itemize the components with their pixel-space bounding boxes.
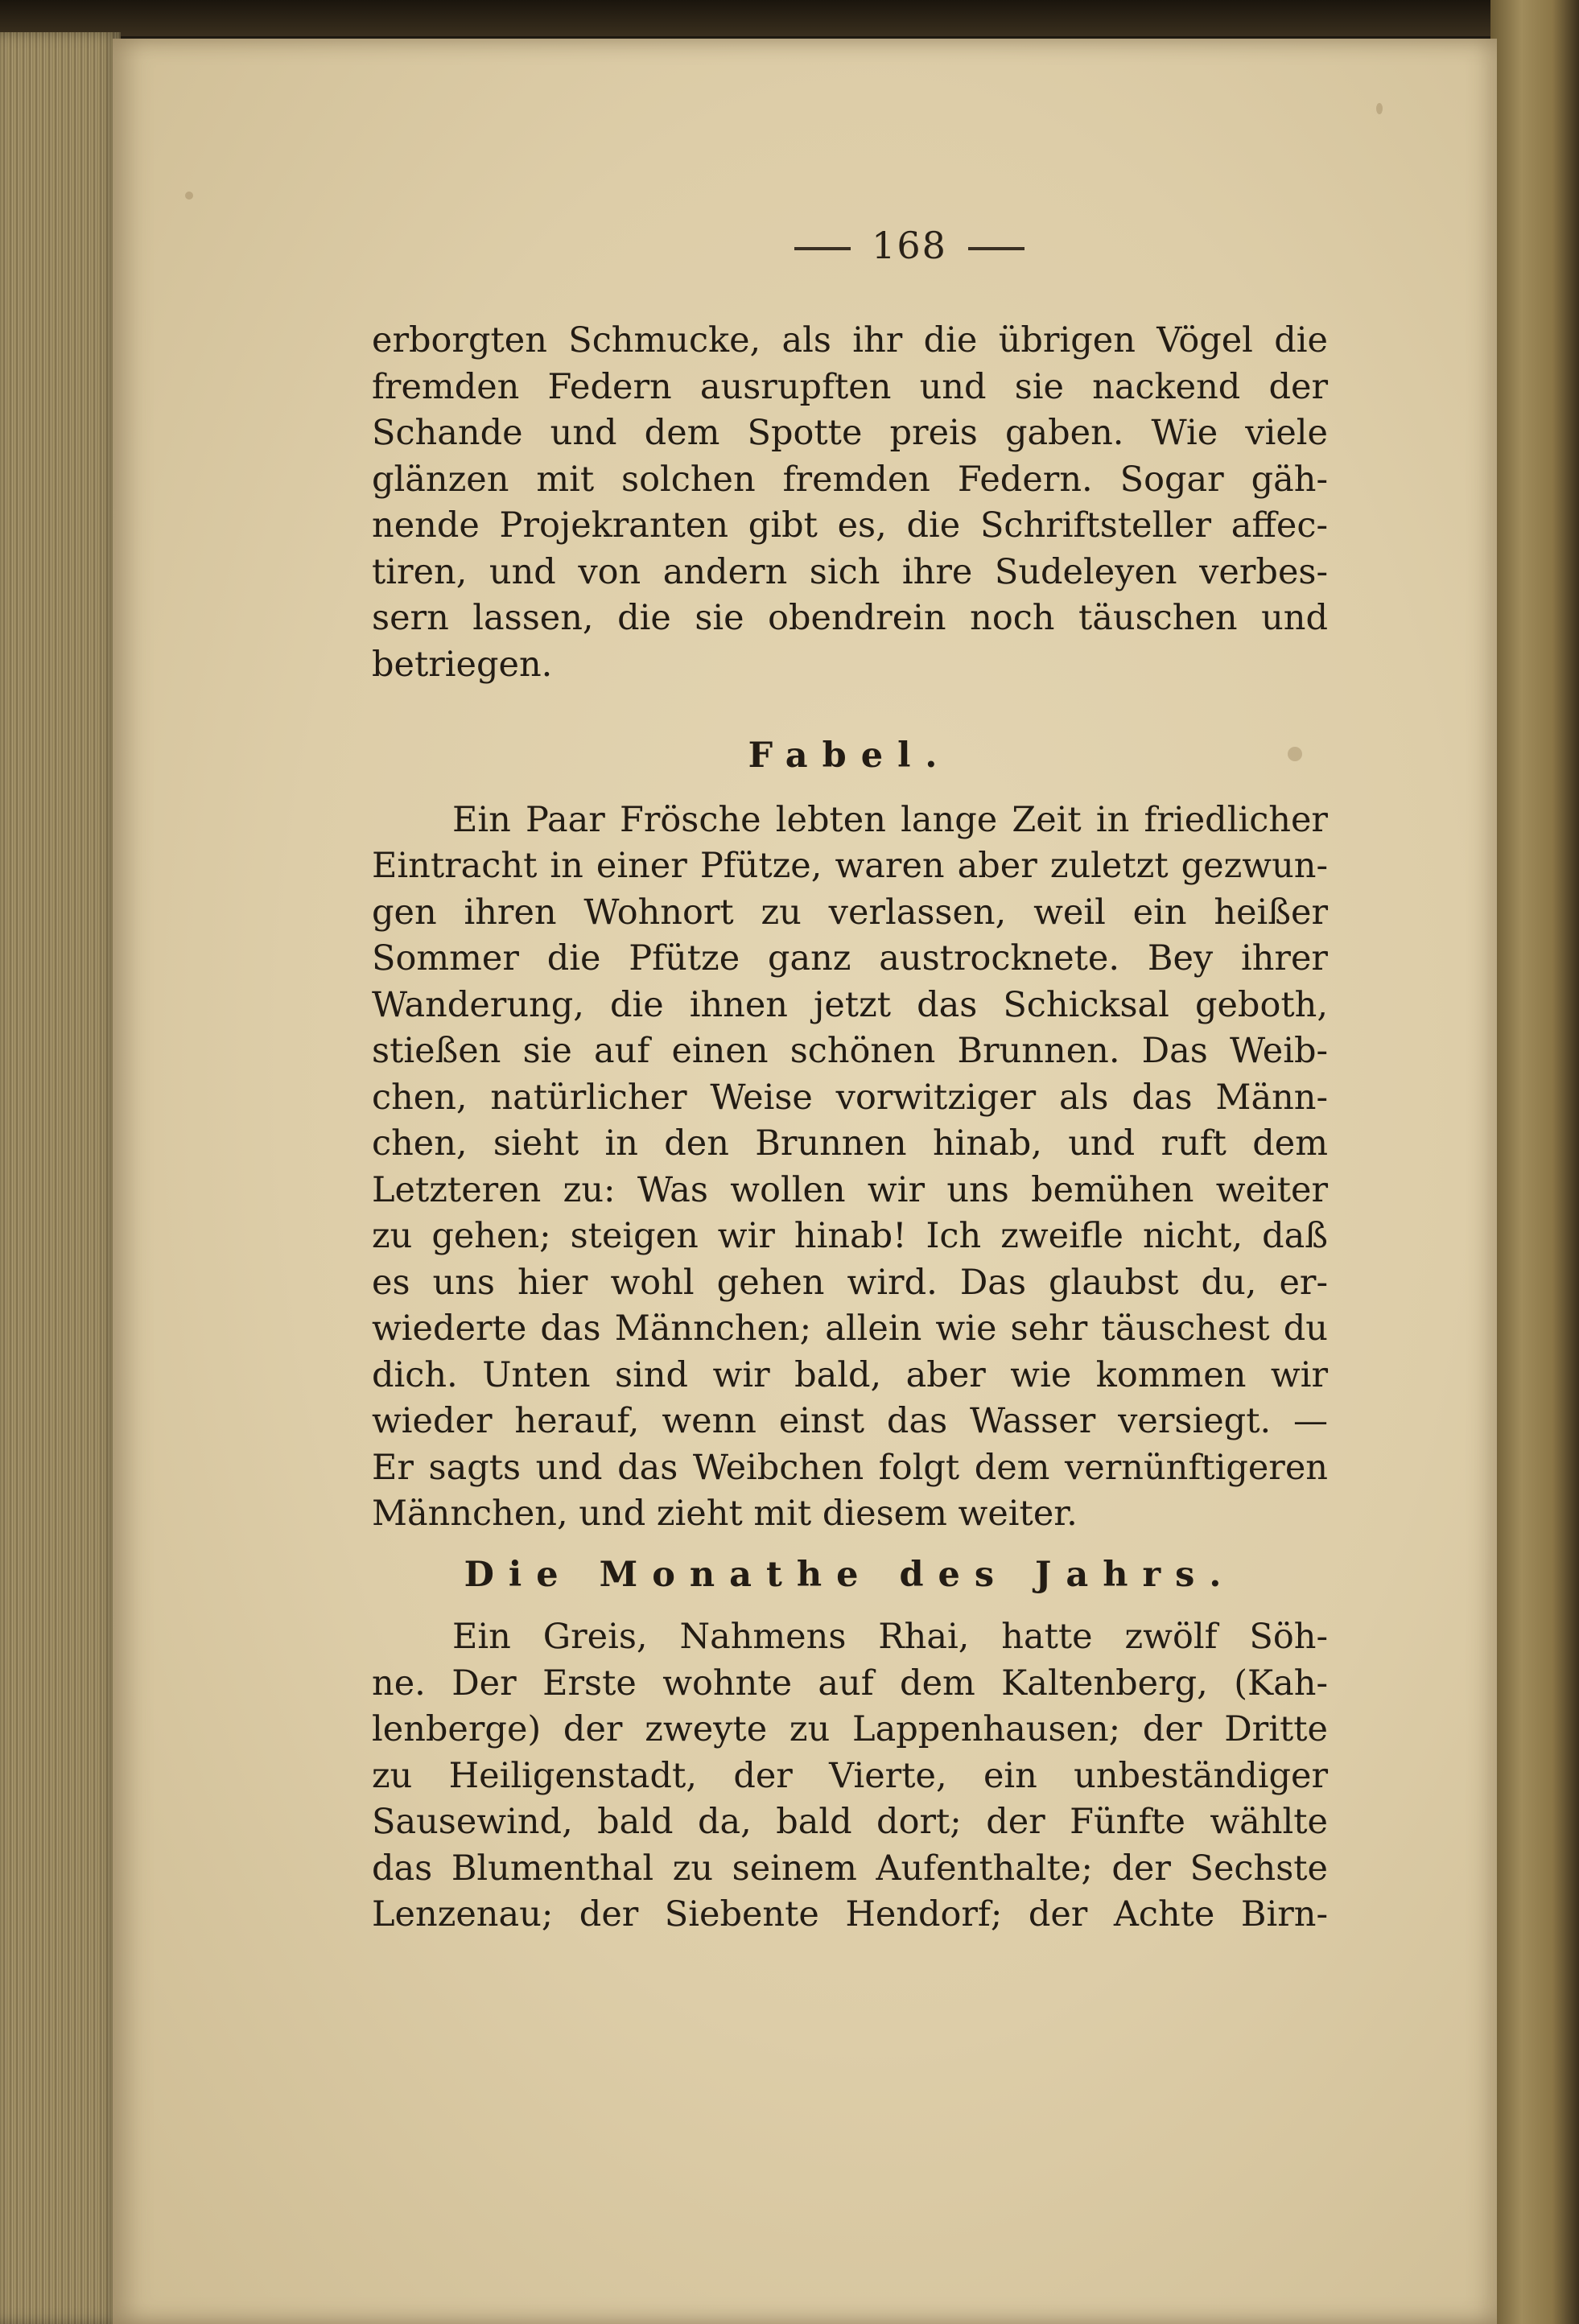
heading-monathe: Die Monathe des Jahrs.	[464, 1554, 1236, 1595]
book-page-edges	[0, 32, 121, 2324]
text-line: Sommer die Pfütze ganz austrocknete. Bey ihrer	[372, 938, 1328, 979]
paper-spot	[1376, 103, 1383, 114]
text-line: chen, natürlicher Weise vorwitziger als das Männ-	[372, 1077, 1328, 1118]
text-line: stießen sie auf einen schönen Brunnen. Das Weib-	[372, 1031, 1328, 1071]
text-line: Er sagts und das Weibchen folgt dem vernünftigeren	[372, 1447, 1328, 1488]
text-line: chen, sieht in den Brunnen hinab, und ruft dem	[372, 1123, 1328, 1164]
text-line: Ein Paar Frösche lebten lange Zeit in friedlicher	[452, 799, 1328, 840]
monathe-paragraph	[372, 1614, 1328, 1939]
text-line: sern lassen, die sie obendrein noch täuschen und	[372, 598, 1328, 638]
page-number-dash-left	[794, 247, 851, 250]
continuation-paragraph	[372, 318, 1328, 688]
text-line: Eintracht in einer Pfütze, waren aber zuletzt gezwun-	[372, 846, 1328, 886]
text-line: Ein Greis, Nahmens Rhai, hatte zwölf Söh-	[452, 1617, 1328, 1657]
text-line: es uns hier wohl gehen wird. Das glaubst du, er-	[372, 1262, 1328, 1303]
text-line: betriegen.	[372, 644, 553, 685]
text-line: Wanderung, die ihnen jetzt das Schicksal geboth,	[372, 984, 1328, 1025]
text-line: dich. Unten sind wir bald, aber wie kommen wir	[372, 1354, 1328, 1395]
page-text	[372, 318, 1328, 1939]
text-line: das Blumenthal zu seinem Aufenthalte; der Sechste	[372, 1848, 1328, 1889]
paper-spot	[185, 192, 193, 200]
page-number	[740, 224, 1078, 267]
right-binding-strip	[1490, 0, 1579, 2324]
text-line: Letzteren zu: Was wollen wir uns bemühen weiter	[372, 1169, 1328, 1210]
page-number-value: 168	[872, 224, 947, 267]
text-line: Schande und dem Spotte preis gaben. Wie viele	[372, 413, 1328, 453]
text-line: erborgten Schmucke, als ihr die übrigen Vögel die	[372, 320, 1328, 361]
text-line: nende Projekranten gibt es, die Schriftsteller affec-	[372, 505, 1328, 546]
text-line: tiren, und von andern sich ihre Sudeleyen verbes-	[372, 551, 1328, 592]
fabel-paragraph	[372, 797, 1328, 1538]
text-line: Männchen, und zieht mit diesem weiter.	[372, 1494, 1078, 1534]
text-line: wiederte das Männchen; allein wie sehr täuschest du	[372, 1308, 1328, 1349]
scan-top-border	[0, 0, 1579, 36]
text-line: gen ihren Wohnort zu verlassen, weil ein heißer	[372, 892, 1328, 933]
page-number-dash-right	[968, 247, 1024, 250]
text-line: fremden Federn ausrupften und sie nackend der	[372, 366, 1328, 407]
text-line: Lenzenau; der Siebente Hendorf; der Achte Birn-	[372, 1894, 1328, 1935]
text-line: wieder herauf, wenn einst das Wasser versiegt. —	[372, 1401, 1328, 1441]
text-line: lenberge) der zweyte zu Lappenhausen; der Dritte	[372, 1709, 1328, 1749]
heading-fabel: Fabel.	[748, 736, 952, 776]
text-line: zu gehen; steigen wir hinab! Ich zweifle nicht, daß	[372, 1216, 1328, 1256]
text-line: zu Heiligenstadt, der Vierte, ein unbeständiger	[372, 1755, 1328, 1796]
text-line: Sausewind, bald da, bald dort; der Fünfte wählte	[372, 1802, 1328, 1842]
text-line: glänzen mit solchen fremden Federn. Sogar gäh-	[372, 459, 1328, 500]
text-line: ne. Der Erste wohnte auf dem Kaltenberg, (Kah-	[372, 1663, 1328, 1704]
